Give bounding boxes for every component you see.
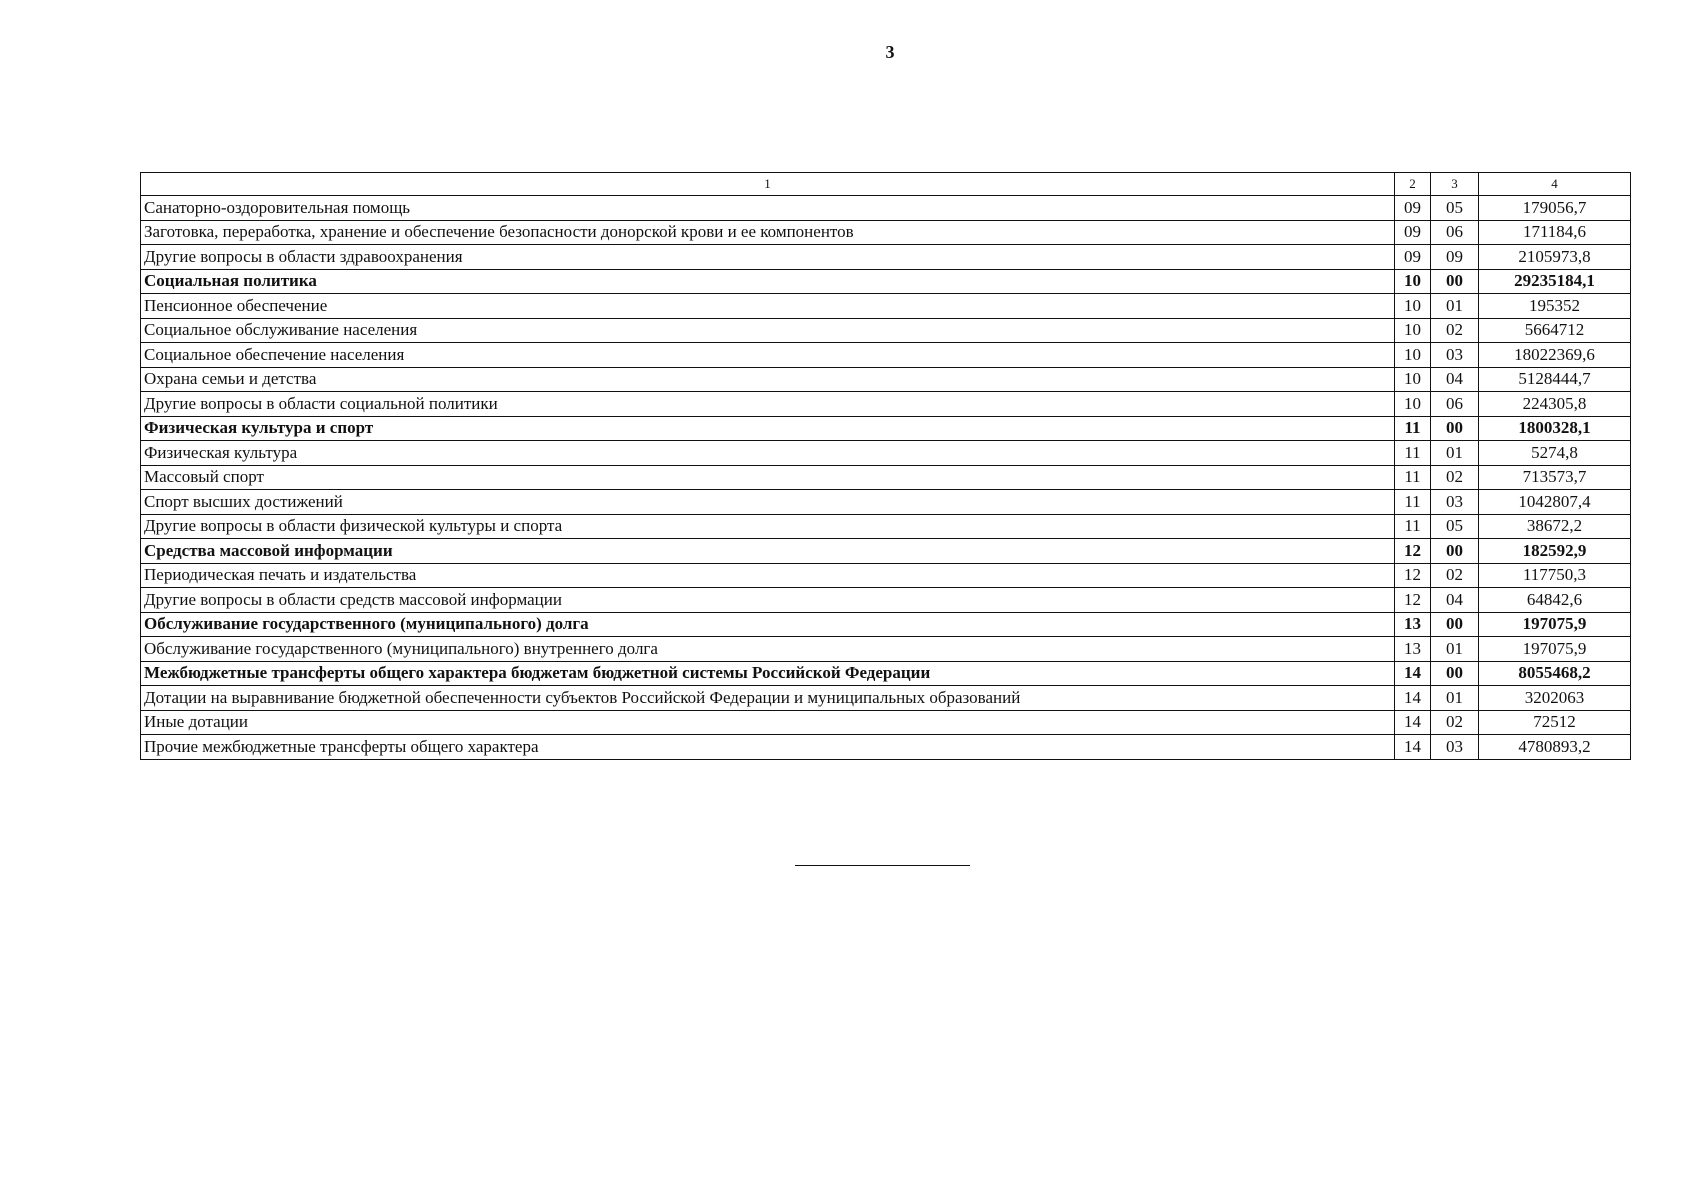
row-amount: 117750,3 bbox=[1479, 563, 1631, 588]
table-row bbox=[141, 220, 1631, 245]
row-name: Периодическая печать и издательства bbox=[141, 563, 1395, 588]
row-name: Физическая культура и спорт bbox=[141, 416, 1395, 441]
row-name: Другие вопросы в области социальной политики bbox=[141, 392, 1395, 417]
row-name: Другие вопросы в области средств массовой информации bbox=[141, 588, 1395, 613]
row-name: Охрана семьи и детства bbox=[141, 367, 1395, 392]
row-subsection: 00 bbox=[1431, 539, 1479, 564]
table-row bbox=[141, 539, 1631, 564]
row-subsection: 06 bbox=[1431, 220, 1479, 245]
row-subsection: 06 bbox=[1431, 392, 1479, 417]
row-name: Обслуживание государственного (муниципального) внутреннего долга bbox=[141, 637, 1395, 662]
row-section: 11 bbox=[1395, 441, 1431, 466]
row-name: Обслуживание государственного (муниципального) долга bbox=[141, 612, 1395, 637]
table-row bbox=[141, 441, 1631, 466]
row-section: 12 bbox=[1395, 588, 1431, 613]
row-name: Другие вопросы в области здравоохранения bbox=[141, 245, 1395, 270]
row-section: 10 bbox=[1395, 392, 1431, 417]
row-name: Дотации на выравнивание бюджетной обеспеченности субъектов Российской Федерации и муниципальных образований bbox=[141, 686, 1395, 711]
row-subsection: 01 bbox=[1431, 294, 1479, 319]
table-row bbox=[141, 588, 1631, 613]
row-name: Другие вопросы в области физической культуры и спорта bbox=[141, 514, 1395, 539]
row-section: 09 bbox=[1395, 245, 1431, 270]
row-amount: 171184,6 bbox=[1479, 220, 1631, 245]
table-row bbox=[141, 490, 1631, 515]
row-amount: 182592,9 bbox=[1479, 539, 1631, 564]
table-row bbox=[141, 196, 1631, 221]
row-section: 13 bbox=[1395, 612, 1431, 637]
page-number: 3 bbox=[885, 42, 895, 62]
row-amount: 224305,8 bbox=[1479, 392, 1631, 417]
row-name: Санаторно-оздоровительная помощь bbox=[141, 196, 1395, 221]
row-subsection: 00 bbox=[1431, 661, 1479, 686]
row-name: Социальное обслуживание населения bbox=[141, 318, 1395, 343]
row-name: Межбюджетные трансферты общего характера бюджетам бюджетной системы Российской Федерации bbox=[141, 661, 1395, 686]
table-row bbox=[141, 710, 1631, 735]
row-amount: 195352 bbox=[1479, 294, 1631, 319]
row-section: 10 bbox=[1395, 269, 1431, 294]
row-amount: 5274,8 bbox=[1479, 441, 1631, 466]
closing-rule bbox=[795, 865, 970, 866]
row-subsection: 00 bbox=[1431, 269, 1479, 294]
column-header-name: 1 bbox=[141, 173, 1395, 196]
table-row bbox=[141, 392, 1631, 417]
row-amount: 38672,2 bbox=[1479, 514, 1631, 539]
row-amount: 72512 bbox=[1479, 710, 1631, 735]
table-row bbox=[141, 686, 1631, 711]
table-row bbox=[141, 269, 1631, 294]
row-amount: 4780893,2 bbox=[1479, 735, 1631, 760]
row-amount: 3202063 bbox=[1479, 686, 1631, 711]
row-subsection: 03 bbox=[1431, 343, 1479, 368]
row-subsection: 05 bbox=[1431, 196, 1479, 221]
table-row bbox=[141, 294, 1631, 319]
row-name: Массовый спорт bbox=[141, 465, 1395, 490]
row-amount: 64842,6 bbox=[1479, 588, 1631, 613]
row-section: 14 bbox=[1395, 735, 1431, 760]
table-header-row bbox=[141, 173, 1631, 196]
row-subsection: 03 bbox=[1431, 490, 1479, 515]
row-subsection: 05 bbox=[1431, 514, 1479, 539]
row-name: Прочие межбюджетные трансферты общего характера bbox=[141, 735, 1395, 760]
row-amount: 179056,7 bbox=[1479, 196, 1631, 221]
row-section: 09 bbox=[1395, 220, 1431, 245]
table-row bbox=[141, 343, 1631, 368]
row-amount: 197075,9 bbox=[1479, 637, 1631, 662]
table-row bbox=[141, 661, 1631, 686]
row-subsection: 09 bbox=[1431, 245, 1479, 270]
row-amount: 5128444,7 bbox=[1479, 367, 1631, 392]
table-row bbox=[141, 318, 1631, 343]
row-name: Иные дотации bbox=[141, 710, 1395, 735]
table-row bbox=[141, 465, 1631, 490]
row-subsection: 03 bbox=[1431, 735, 1479, 760]
row-section: 11 bbox=[1395, 490, 1431, 515]
row-section: 11 bbox=[1395, 416, 1431, 441]
row-section: 10 bbox=[1395, 367, 1431, 392]
row-name: Социальное обеспечение населения bbox=[141, 343, 1395, 368]
table-body bbox=[141, 196, 1631, 760]
row-section: 14 bbox=[1395, 686, 1431, 711]
row-section: 10 bbox=[1395, 318, 1431, 343]
row-subsection: 01 bbox=[1431, 441, 1479, 466]
row-section: 13 bbox=[1395, 637, 1431, 662]
row-section: 14 bbox=[1395, 661, 1431, 686]
row-section: 12 bbox=[1395, 539, 1431, 564]
row-amount: 5664712 bbox=[1479, 318, 1631, 343]
table-row bbox=[141, 612, 1631, 637]
row-subsection: 02 bbox=[1431, 318, 1479, 343]
row-name: Спорт высших достижений bbox=[141, 490, 1395, 515]
row-section: 10 bbox=[1395, 343, 1431, 368]
row-name: Заготовка, переработка, хранение и обеспечение безопасности донорской крови и ее компонентов bbox=[141, 220, 1395, 245]
row-name: Физическая культура bbox=[141, 441, 1395, 466]
table-row bbox=[141, 416, 1631, 441]
row-amount: 1800328,1 bbox=[1479, 416, 1631, 441]
table-row bbox=[141, 637, 1631, 662]
row-subsection: 02 bbox=[1431, 563, 1479, 588]
row-subsection: 00 bbox=[1431, 612, 1479, 637]
row-name: Средства массовой информации bbox=[141, 539, 1395, 564]
column-header-section: 2 bbox=[1395, 173, 1431, 196]
row-amount: 1042807,4 bbox=[1479, 490, 1631, 515]
row-name: Пенсионное обеспечение bbox=[141, 294, 1395, 319]
column-header-subsection: 3 bbox=[1431, 173, 1479, 196]
row-amount: 2105973,8 bbox=[1479, 245, 1631, 270]
column-header-amount: 4 bbox=[1479, 173, 1631, 196]
row-subsection: 02 bbox=[1431, 465, 1479, 490]
table-row bbox=[141, 367, 1631, 392]
row-amount: 29235184,1 bbox=[1479, 269, 1631, 294]
row-amount: 8055468,2 bbox=[1479, 661, 1631, 686]
row-amount: 713573,7 bbox=[1479, 465, 1631, 490]
table-row bbox=[141, 514, 1631, 539]
row-subsection: 04 bbox=[1431, 367, 1479, 392]
budget-table bbox=[140, 172, 1631, 760]
row-section: 09 bbox=[1395, 196, 1431, 221]
row-subsection: 04 bbox=[1431, 588, 1479, 613]
row-section: 10 bbox=[1395, 294, 1431, 319]
row-amount: 18022369,6 bbox=[1479, 343, 1631, 368]
row-section: 11 bbox=[1395, 465, 1431, 490]
table-row bbox=[141, 563, 1631, 588]
table-row bbox=[141, 735, 1631, 760]
row-section: 14 bbox=[1395, 710, 1431, 735]
row-subsection: 01 bbox=[1431, 637, 1479, 662]
row-subsection: 00 bbox=[1431, 416, 1479, 441]
row-section: 11 bbox=[1395, 514, 1431, 539]
row-section: 12 bbox=[1395, 563, 1431, 588]
row-subsection: 01 bbox=[1431, 686, 1479, 711]
row-amount: 197075,9 bbox=[1479, 612, 1631, 637]
row-subsection: 02 bbox=[1431, 710, 1479, 735]
table-row bbox=[141, 245, 1631, 270]
row-name: Социальная политика bbox=[141, 269, 1395, 294]
